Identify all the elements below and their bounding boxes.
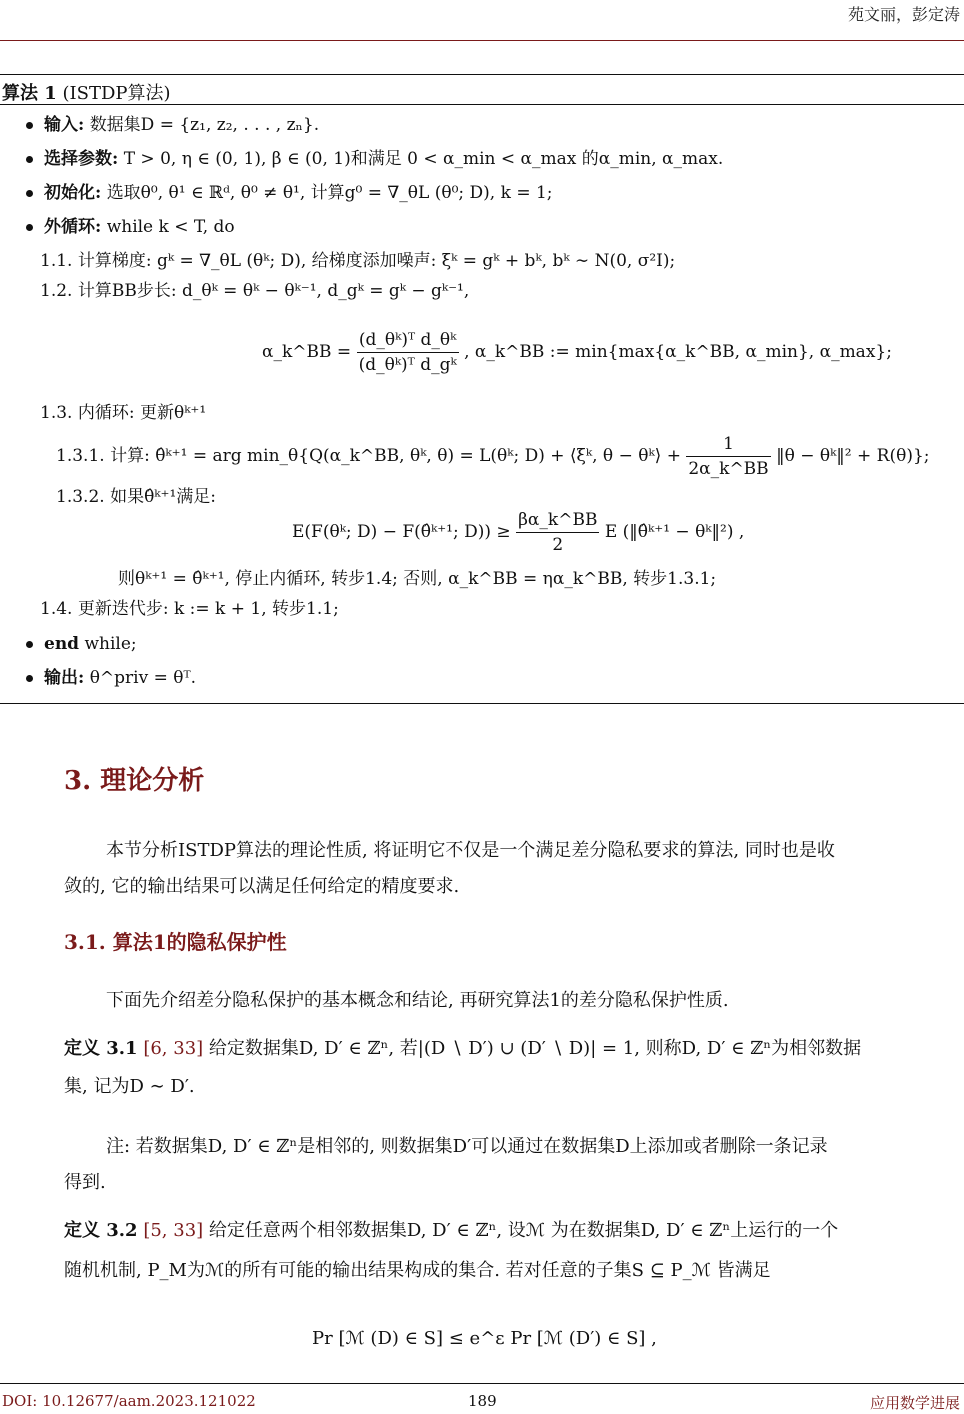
definition-3-2-line-1 — [64, 1214, 838, 1248]
alg-step-1-3: 1.3. 内循环: 更新θᵏ⁺¹ — [40, 403, 207, 423]
section-para-1-line-1: 本节分析ISTDP算法的理论性质, 将证明它不仅是一个满足差分隐私要求的算法, 同时也是收 — [106, 840, 835, 861]
alg-step-1-2: 1.2. 计算BB步长: d_θᵏ = θᵏ − θᵏ⁻¹, d_gᵏ = gᵏ − gᵏ⁻¹, — [40, 281, 470, 301]
step-1-3-1-part-a: 1.3.1. 计算: θ̂ᵏ⁺¹ = arg min_θ{Q(α_k^BB, θᵏ, θ) = L(θᵏ; D) + ⟨ξᵏ, θ − θᵏ⟩ + — [56, 446, 681, 466]
definition-3-1-label: 定义 3.1 — [64, 1038, 138, 1059]
header-rule — [0, 40, 964, 41]
section-title: 3. 理论分析 — [64, 766, 205, 796]
definition-3-2-label: 定义 3.2 — [64, 1220, 138, 1241]
algorithm-title-rule — [0, 104, 964, 105]
alg-outer-loop-text: while k < T, do — [106, 217, 235, 237]
alg-end-line — [44, 633, 137, 655]
alg-input-text: 数据集D = {z₁, z₂, . . . , zₙ}. — [89, 115, 320, 135]
running-header-authors: 苑文丽，彭定涛 — [847, 5, 960, 24]
bullet-icon — [24, 638, 36, 650]
algorithm-title — [2, 79, 171, 105]
eq-cond-fraction — [516, 508, 599, 557]
eq-bb-rhs: , α_k^BB := min{max{α_k^BB, α_min}, α_max}; — [464, 342, 892, 362]
alg-output-label: 输出: — [44, 668, 85, 688]
section-para-2: 下面先介绍差分隐私保护的基本概念和结论, 再研究算法1的差分隐私保护性质. — [106, 990, 729, 1011]
alg-step-1-1: 1.1. 计算梯度: gᵏ = ∇_θL (θᵏ; D), 给梯度添加噪声: ξᵏ = gᵏ + bᵏ, bᵏ ∼ N(0, σ²I); — [40, 251, 676, 271]
alg-init-line — [44, 182, 553, 204]
footer-doi[interactable]: DOI: 10.12677/aam.2023.121022 — [2, 1392, 256, 1410]
bullet-icon — [24, 187, 36, 199]
definition-3-2-text: 给定任意两个相邻数据集D, D′ ∈ ℤⁿ, 设ℳ 为在数据集D, D′ ∈ ℤⁿ上运行的一个 — [208, 1220, 839, 1241]
equation-descent-condition — [292, 508, 744, 557]
alg-step-1-4: 1.4. 更新迭代步: k := k + 1, 转步1.1; — [40, 599, 339, 619]
alg-end-text: while; — [84, 634, 137, 654]
eq-cond-rhs: E (‖θ̂ᵏ⁺¹ − θᵏ‖²) , — [604, 522, 745, 542]
alg-step-then: 则θᵏ⁺¹ = θ̂ᵏ⁺¹, 停止内循环, 转步1.4; 否则, α_k^BB = ηα_k^BB, 转步1.3.1; — [118, 569, 717, 589]
alg-input-line — [44, 114, 319, 136]
subsection-title: 3.1. 算法1的隐私保护性 — [64, 930, 287, 954]
alg-init-label: 初始化: — [44, 183, 102, 203]
alg-step-1-3-1 — [56, 432, 930, 481]
algorithm-bottom-rule — [0, 703, 964, 704]
alg-output-text: θ^priv = θᵀ. — [89, 668, 197, 688]
note-line-1: 注: 若数据集D, D′ ∈ ℤⁿ是相邻的, 则数据集D′可以通过在数据集D上添加或者删除一条记录 — [106, 1136, 828, 1157]
eq-cond-denominator: 2 — [552, 535, 564, 555]
alg-params-line — [44, 148, 723, 170]
step-1-3-1-fraction — [686, 432, 770, 481]
eq-cond-lhs: E(F(θᵏ; D) − F(θ̂ᵏ⁺¹; D)) ≥ — [292, 522, 511, 542]
alg-input-label: 输入: — [44, 115, 85, 135]
step-1-3-1-numerator: 1 — [686, 432, 770, 457]
equation-bb-step — [262, 328, 892, 377]
definition-3-2-citation[interactable]: [5, 33] — [143, 1220, 204, 1241]
bullet-icon — [24, 672, 36, 684]
eq-bb-lhs: α_k^BB = — [262, 342, 352, 362]
alg-output-line — [44, 667, 196, 689]
algorithm-top-rule — [0, 74, 964, 75]
definition-3-1-line-1 — [64, 1032, 861, 1066]
footer-rule — [0, 1383, 964, 1384]
footer-page-number: 189 — [468, 1392, 497, 1410]
equation-differential-privacy: Pr [ℳ (D) ∈ S] ≤ e^ε Pr [ℳ (D′) ∈ S] , — [312, 1328, 657, 1349]
alg-outer-loop-line — [44, 216, 235, 238]
eq-bb-denominator: (d_θᵏ)ᵀ d_gᵏ — [358, 355, 457, 375]
definition-3-1-line-2: 集, 记为D ∼ D′. — [64, 1076, 195, 1097]
alg-outer-loop-label: 外循环: — [44, 217, 102, 237]
step-1-3-1-denominator: 2α_k^BB — [688, 459, 769, 479]
algorithm-number: 算法 1 — [2, 83, 57, 104]
alg-params-text: T > 0, η ∈ (0, 1), β ∈ (0, 1)和满足 0 < α_min < α_max 的α_min, α_max. — [123, 149, 724, 169]
note-line-2: 得到. — [64, 1172, 106, 1193]
alg-init-text: 选取θ⁰, θ¹ ∈ ℝᵈ, θ⁰ ≠ θ¹, 计算g⁰ = ∇_θL (θ⁰; D), k = 1; — [106, 183, 553, 203]
definition-3-1-text: 给定数据集D, D′ ∈ ℤⁿ, 若|(D ∖ D′) ∪ (D′ ∖ D)| = 1, 则称D, D′ ∈ ℤⁿ为相邻数据 — [208, 1038, 862, 1059]
step-1-3-1-part-b: ‖θ − θᵏ‖² + R(θ)}; — [776, 446, 930, 466]
definition-3-1-citation[interactable]: [6, 33] — [143, 1038, 204, 1059]
footer-journal[interactable]: 应用数学进展 — [869, 1394, 960, 1412]
algorithm-name: (ISTDP算法) — [62, 83, 171, 104]
alg-end-label: end — [44, 634, 80, 654]
alg-params-label: 选择参数: — [44, 149, 119, 169]
definition-3-2-line-2: 随机机制, P_M为ℳ的所有可能的输出结果构成的集合. 若对任意的子集S ⊆ P_ℳ 皆满足 — [64, 1260, 771, 1281]
bullet-icon — [24, 221, 36, 233]
eq-bb-fraction — [357, 328, 459, 377]
bullet-icon — [24, 153, 36, 165]
eq-bb-numerator: (d_θᵏ)ᵀ d_θᵏ — [357, 328, 459, 353]
section-para-1-line-2: 敛的, 它的输出结果可以满足任何给定的精度要求. — [64, 876, 460, 897]
alg-step-1-3-2: 1.3.2. 如果θ̂ᵏ⁺¹满足: — [56, 487, 217, 507]
bullet-icon — [24, 119, 36, 131]
eq-cond-numerator: βα_k^BB — [516, 508, 599, 533]
